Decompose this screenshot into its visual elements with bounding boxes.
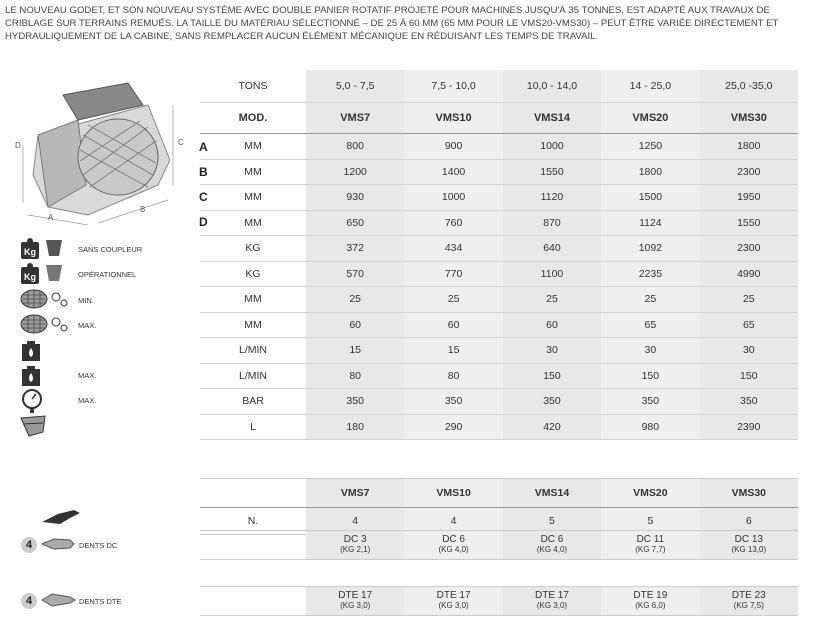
- value-cell: 640: [503, 236, 601, 262]
- teeth-n-cell: 5: [601, 508, 699, 535]
- value-cell: 1200: [306, 159, 404, 185]
- model-row: [200, 103, 798, 134]
- spec-row: [200, 261, 798, 287]
- unit-cell: L: [200, 414, 306, 440]
- spec-row: [200, 414, 798, 440]
- row-label-min: MIN.: [78, 296, 94, 305]
- spec-row: [200, 312, 798, 338]
- value-cell: 60: [306, 312, 404, 338]
- value-cell: 65: [700, 312, 798, 338]
- row-label-max-flow: MAX.: [78, 371, 97, 380]
- oil-flow-icon: [21, 340, 41, 367]
- value-cell: 30: [700, 338, 798, 364]
- value-cell: 80: [404, 363, 502, 389]
- dents-dte-row: [200, 587, 798, 616]
- unit-cell: MM: [200, 134, 306, 160]
- tons-cell: 5,0 - 7,5: [306, 70, 404, 103]
- dte-kg: (KG 3,0): [536, 601, 568, 610]
- model-cell: VMS20: [601, 103, 699, 134]
- value-cell: 150: [601, 363, 699, 389]
- value-cell: 350: [601, 389, 699, 415]
- model-cell: VMS30: [700, 103, 798, 134]
- row-letter-d: D: [199, 215, 208, 229]
- dte-name: DTE 17: [436, 590, 471, 601]
- value-cell: 15: [306, 338, 404, 364]
- bucket-diagram: [8, 75, 200, 225]
- dc-name: DC 6: [540, 534, 564, 545]
- value-cell: 1400: [404, 159, 502, 185]
- model-cell: VMS14: [503, 103, 601, 134]
- row-letter-c: C: [199, 190, 208, 204]
- row-label-max: MAX.: [78, 321, 97, 330]
- teeth-n-cell: 6: [700, 508, 798, 535]
- dc-kg: (KG 4,0): [438, 545, 469, 554]
- dc-count-badge: 4: [21, 537, 37, 553]
- model-cell: VMS7: [306, 103, 404, 134]
- model-cell: VMS14: [503, 479, 601, 508]
- dents-dte-table: [200, 586, 798, 616]
- value-cell: 30: [601, 338, 699, 364]
- value-cell: 2300: [700, 236, 798, 262]
- value-cell: 25: [601, 287, 699, 313]
- dim-d-label: D: [15, 141, 21, 150]
- spec-row: [200, 287, 798, 313]
- dte-kg: (KG 3,0): [438, 601, 469, 610]
- teeth-n-cell: 5: [503, 508, 601, 535]
- value-cell: 1950: [700, 185, 798, 211]
- dc-kg: (KG 2,1): [340, 545, 371, 554]
- unit-cell: MM: [200, 312, 306, 338]
- model-cell: VMS30: [700, 479, 798, 508]
- value-cell: 15: [404, 338, 502, 364]
- value-cell: 1124: [601, 210, 699, 236]
- model-cell: VMS10: [404, 479, 502, 508]
- tooth-icon: [40, 508, 82, 531]
- value-cell: 1092: [601, 236, 699, 262]
- dte-name: DTE 19: [633, 590, 668, 601]
- value-cell: 180: [306, 414, 404, 440]
- tons-cell: 7,5 - 10,0: [404, 70, 502, 103]
- value-cell: 1250: [601, 134, 699, 160]
- value-cell: 65: [601, 312, 699, 338]
- bucket-capacity-icon: [19, 414, 49, 443]
- tooth-dte-icon: [40, 592, 76, 613]
- value-cell: 4990: [700, 261, 798, 287]
- teeth-model-row: [200, 479, 798, 508]
- value-cell: 372: [306, 236, 404, 262]
- dc-name: DC 13: [734, 534, 763, 545]
- screen-mesh-icon: [20, 314, 70, 339]
- unit-cell: MM: [200, 159, 306, 185]
- dc-kg: (KG 13,0): [731, 545, 767, 554]
- unit-cell: MM: [200, 287, 306, 313]
- value-cell: 570: [306, 261, 404, 287]
- row-label-max-pressure: MAX.: [78, 396, 97, 405]
- value-cell: 760: [404, 210, 502, 236]
- dents-dte-label: DENTS DTE: [79, 597, 122, 606]
- tons-label: TONS: [200, 70, 306, 103]
- value-cell: 420: [503, 414, 601, 440]
- value-cell: 1500: [601, 185, 699, 211]
- model-cell: VMS20: [601, 479, 699, 508]
- intro-text: LE NOUVEAU GODET, ET SON NOUVEAU SYSTÈME AVEC DOUBLE PANIER ROTATIF PROJETÉ POUR MACHINES JUSQU'À 35 TONNES, EST ADAPTÉ AUX TRAVAUX DE CRIBLAGE SUR TERRAINS REMUÉS. LA TAILLE DU MATÉRIAU SÉLECTIONNÉ – DE 25 À 60 MM (65 MM POUR LE VMS20-VMS30) – PEUT ÊTRE VARIÉE DIRECTEMENT ET HYDRAULIQUEMENT DE LA CABINE, SANS REMPLACER AUCUN ÉLÉMENT MÉCANIQUE EN RÉDUISANT LES TEMPS DE TRAVAIL.: [5, 5, 779, 42]
- dents-dc-label: DENTS DC: [79, 541, 118, 550]
- value-cell: 60: [503, 312, 601, 338]
- value-cell: 25: [503, 287, 601, 313]
- teeth-n-cell: 4: [306, 508, 404, 535]
- value-cell: 2235: [601, 261, 699, 287]
- unit-cell: L/MIN: [200, 338, 306, 364]
- screen-mesh-icon: [20, 289, 70, 314]
- value-cell: 1550: [700, 210, 798, 236]
- mod-label: MOD.: [200, 103, 306, 134]
- dc-name: DC 11: [636, 534, 665, 545]
- unit-cell: MM: [200, 185, 306, 211]
- value-cell: 25: [306, 287, 404, 313]
- tons-cell: 10,0 - 14,0: [503, 70, 601, 103]
- unit-cell: KG: [200, 236, 306, 262]
- value-cell: 650: [306, 210, 404, 236]
- value-cell: 1000: [503, 134, 601, 160]
- spec-row: [200, 185, 798, 211]
- dte-kg: (KG 6,0): [635, 601, 666, 610]
- svg-text:Kg: Kg: [24, 272, 36, 282]
- spec-row: [200, 236, 798, 262]
- unit-cell: BAR: [200, 389, 306, 415]
- svg-text:Kg: Kg: [24, 247, 36, 257]
- dte-name: DTE 17: [338, 590, 373, 601]
- dc-kg: (KG 4,0): [536, 545, 568, 554]
- value-cell: 900: [404, 134, 502, 160]
- spec-table: [200, 70, 798, 440]
- row-label-sans-coupleur: SANS COUPLEUR: [78, 245, 143, 254]
- value-cell: 980: [601, 414, 699, 440]
- dim-a-label: A: [48, 213, 54, 222]
- value-cell: 1800: [601, 159, 699, 185]
- dents-dc-row: [200, 531, 798, 560]
- dte-kg: (KG 3,0): [340, 601, 371, 610]
- value-cell: 2390: [700, 414, 798, 440]
- dc-name: DC 3: [343, 534, 367, 545]
- teeth-count-table: [200, 478, 798, 535]
- value-cell: 350: [503, 389, 601, 415]
- model-cell: VMS7: [306, 479, 404, 508]
- value-cell: 770: [404, 261, 502, 287]
- dim-c-label: C: [178, 138, 184, 147]
- dte-name: DTE 17: [535, 590, 569, 601]
- dc-name: DC 6: [442, 534, 465, 545]
- value-cell: 1120: [503, 185, 601, 211]
- unit-cell: KG: [200, 261, 306, 287]
- value-cell: 2300: [700, 159, 798, 185]
- value-cell: 30: [503, 338, 601, 364]
- value-cell: 930: [306, 185, 404, 211]
- value-cell: 150: [503, 363, 601, 389]
- row-label-operationnel: OPÉRATIONNEL: [78, 270, 137, 279]
- tooth-dc-icon: [40, 536, 76, 557]
- value-cell: 25: [404, 287, 502, 313]
- dte-kg: (KG 7,5): [733, 601, 764, 610]
- spec-row: [200, 134, 798, 160]
- value-cell: 150: [700, 363, 798, 389]
- tons-cell: 14 - 25,0: [601, 70, 699, 103]
- value-cell: 350: [404, 389, 502, 415]
- dte-count-badge: 4: [21, 593, 37, 609]
- value-cell: 350: [700, 389, 798, 415]
- value-cell: 800: [306, 134, 404, 160]
- row-letter-a: A: [199, 140, 208, 154]
- value-cell: 350: [306, 389, 404, 415]
- value-cell: 1100: [503, 261, 601, 287]
- value-cell: 1800: [700, 134, 798, 160]
- spec-row: [200, 210, 798, 236]
- teeth-n-cell: 4: [404, 508, 502, 535]
- value-cell: 434: [404, 236, 502, 262]
- dents-dc-table: [200, 530, 798, 560]
- dte-name: DTE 23: [731, 590, 766, 601]
- value-cell: 870: [503, 210, 601, 236]
- dim-b-label: B: [140, 205, 146, 214]
- bucket-illustration-icon: [8, 75, 200, 225]
- spec-row: [200, 159, 798, 185]
- weight-operational-icon: [20, 261, 66, 290]
- value-cell: 60: [404, 312, 502, 338]
- model-cell: VMS10: [404, 103, 502, 134]
- value-cell: 1550: [503, 159, 601, 185]
- value-cell: 80: [306, 363, 404, 389]
- value-cell: 1000: [404, 185, 502, 211]
- value-cell: 25: [700, 287, 798, 313]
- dc-kg: (KG 7,7): [635, 545, 666, 554]
- spec-row: [200, 363, 798, 389]
- tons-row: [200, 70, 798, 103]
- teeth-n-unit: N.: [200, 508, 306, 535]
- value-cell: 290: [404, 414, 502, 440]
- unit-cell: MM: [200, 210, 306, 236]
- oil-flow-icon: [21, 365, 41, 392]
- unit-cell: L/MIN: [200, 363, 306, 389]
- tons-cell: 25,0 -35,0: [700, 70, 798, 103]
- row-letter-b: B: [199, 165, 208, 179]
- spec-row: [200, 389, 798, 415]
- spec-row: [200, 338, 798, 364]
